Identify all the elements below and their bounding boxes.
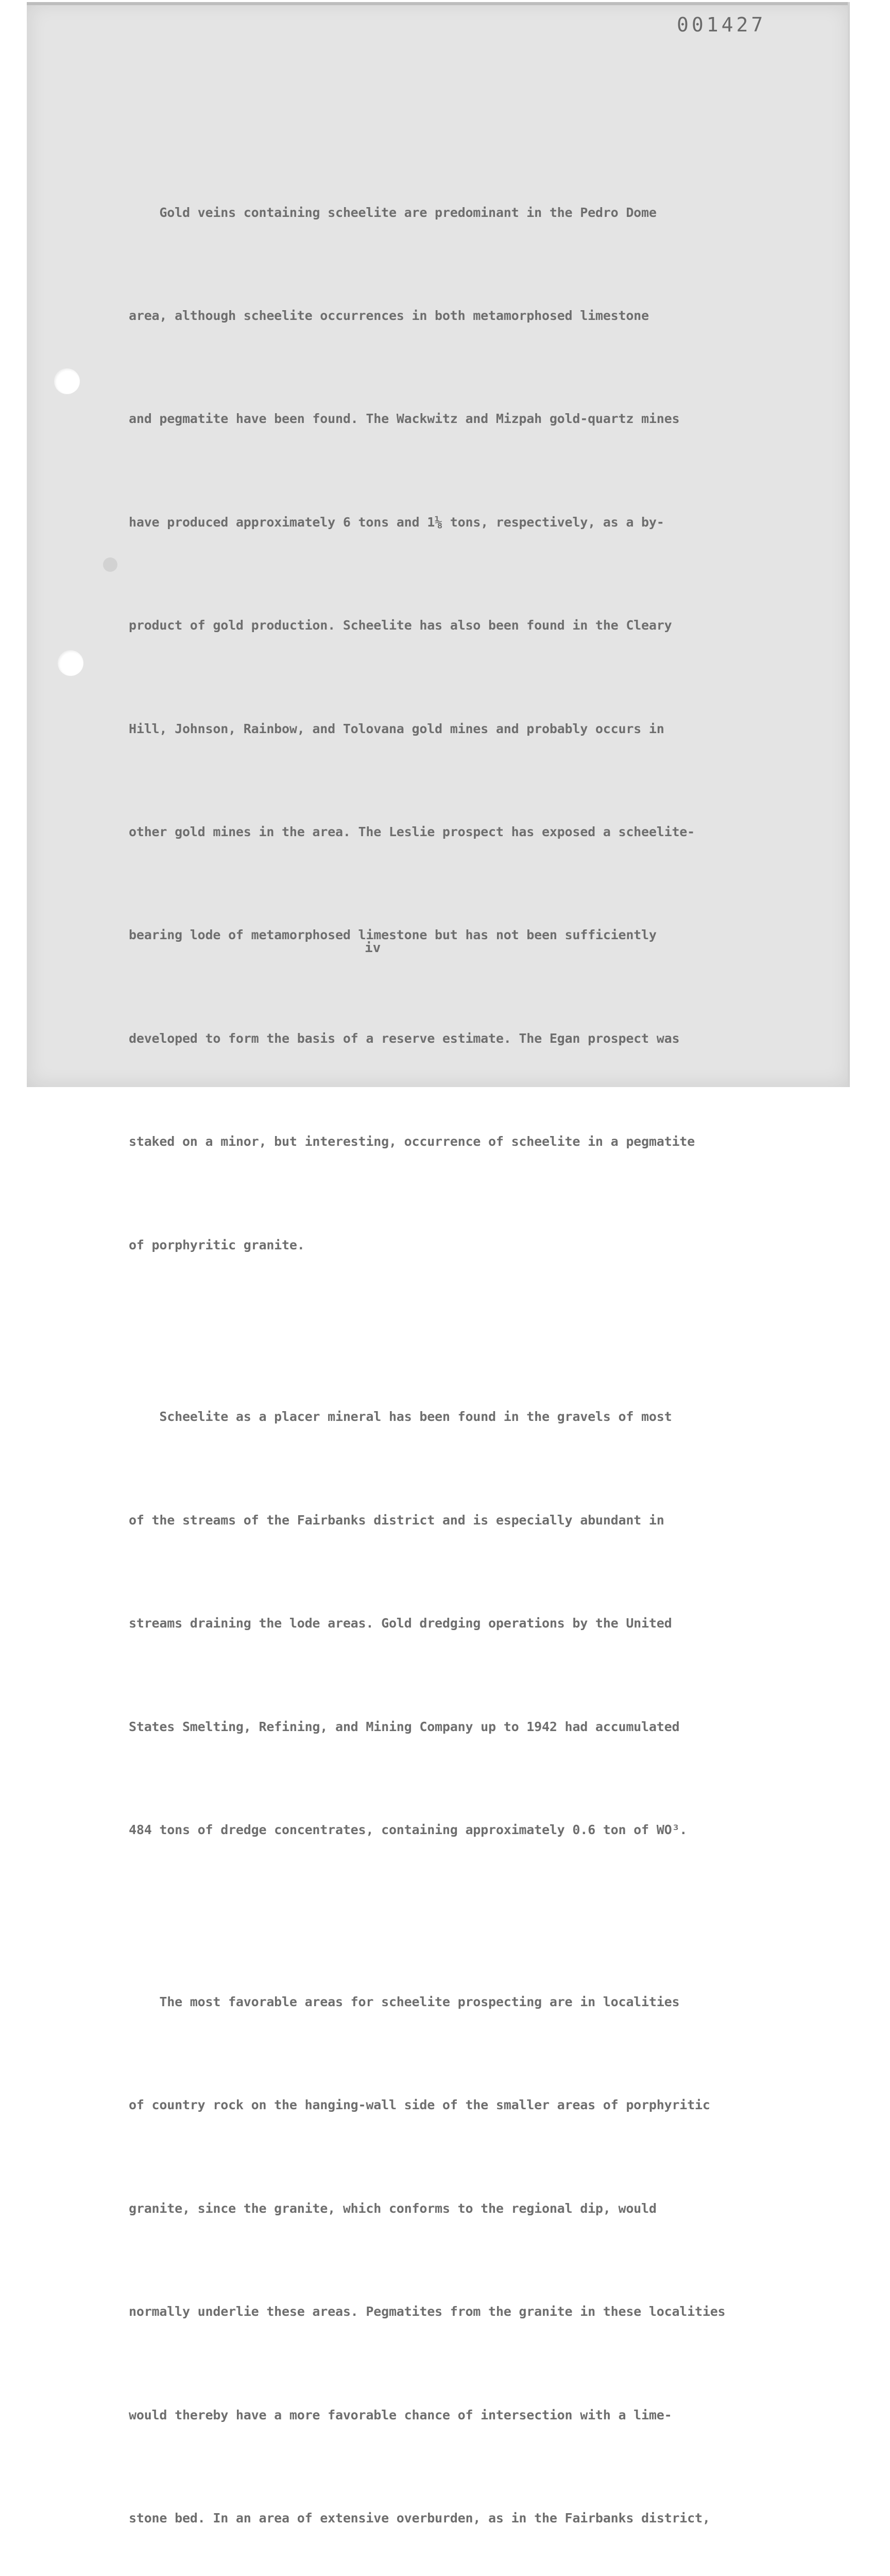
- page-right-edge: [848, 2, 850, 1087]
- text-line: of porphyritic granite.: [129, 1237, 305, 1252]
- text-line: Hill, Johnson, Rainbow, and Tolovana gold mines and probably occurs in: [129, 721, 664, 736]
- punch-hole-upper: [54, 368, 80, 394]
- page-number: iv: [365, 940, 381, 956]
- text-line: normally underlie these areas. Pegmatites from the granite in these localities: [129, 2304, 726, 2319]
- text-line: developed to form the basis of a reserve estimate. The Egan prospect was: [129, 1030, 680, 1046]
- text-line: streams draining the lode areas. Gold dredging operations by the United: [129, 1616, 672, 1631]
- text-line: States Smelting, Refining, and Mining Company up to 1942 had accumulated: [129, 1719, 680, 1734]
- text-line: bearing lode of metamorphosed limestone but has not been sufficiently: [129, 927, 657, 943]
- text-line: and pegmatite have been found. The Wackwitz and Mizpah gold-quartz mines: [129, 411, 680, 427]
- paragraph-3: [129, 1916, 798, 2576]
- paragraph-2: [129, 1331, 798, 1917]
- punch-hole-lower: [58, 650, 83, 676]
- body-text: [129, 127, 798, 2576]
- document-number: 001427: [677, 13, 766, 36]
- punch-hole-mark: [103, 557, 117, 572]
- text-line: product of gold production. Scheelite has also been found in the Cleary: [129, 618, 672, 633]
- text-line: staked on a minor, but interesting, occurrence of scheelite in a pegmatite: [129, 1134, 695, 1149]
- text-line: of country rock on the hanging-wall side of the smaller areas of porphyritic: [129, 2097, 710, 2113]
- text-line: other gold mines in the area. The Leslie prospect has exposed a scheelite-: [129, 824, 695, 839]
- text-line: of the streams of the Fairbanks district and is especially abundant in: [129, 1512, 664, 1528]
- text-line: have produced approximately 6 tons and 1⅛ tons, respectively, as a by-: [129, 514, 664, 530]
- text-line: stone bed. In an area of extensive overburden, as in the Fairbanks district,: [129, 2510, 710, 2526]
- paragraph-1: [129, 127, 798, 1331]
- text-line: Scheelite as a placer mineral has been found in the gravels of most: [129, 1409, 672, 1425]
- text-line: The most favorable areas for scheelite prospecting are in localities: [129, 1994, 680, 2010]
- text-line: 484 tons of dredge concentrates, containing approximately 0.6 ton of WO³.: [129, 1822, 688, 1838]
- text-line: area, although scheelite occurrences in both metamorphosed limestone: [129, 308, 649, 323]
- text-line: Gold veins containing scheelite are predominant in the Pedro Dome: [129, 205, 657, 220]
- text-line: granite, since the granite, which conforms to the regional dip, would: [129, 2200, 657, 2216]
- page-top-edge: [27, 2, 850, 5]
- text-line: would thereby have a more favorable chance of intersection with a lime-: [129, 2407, 672, 2422]
